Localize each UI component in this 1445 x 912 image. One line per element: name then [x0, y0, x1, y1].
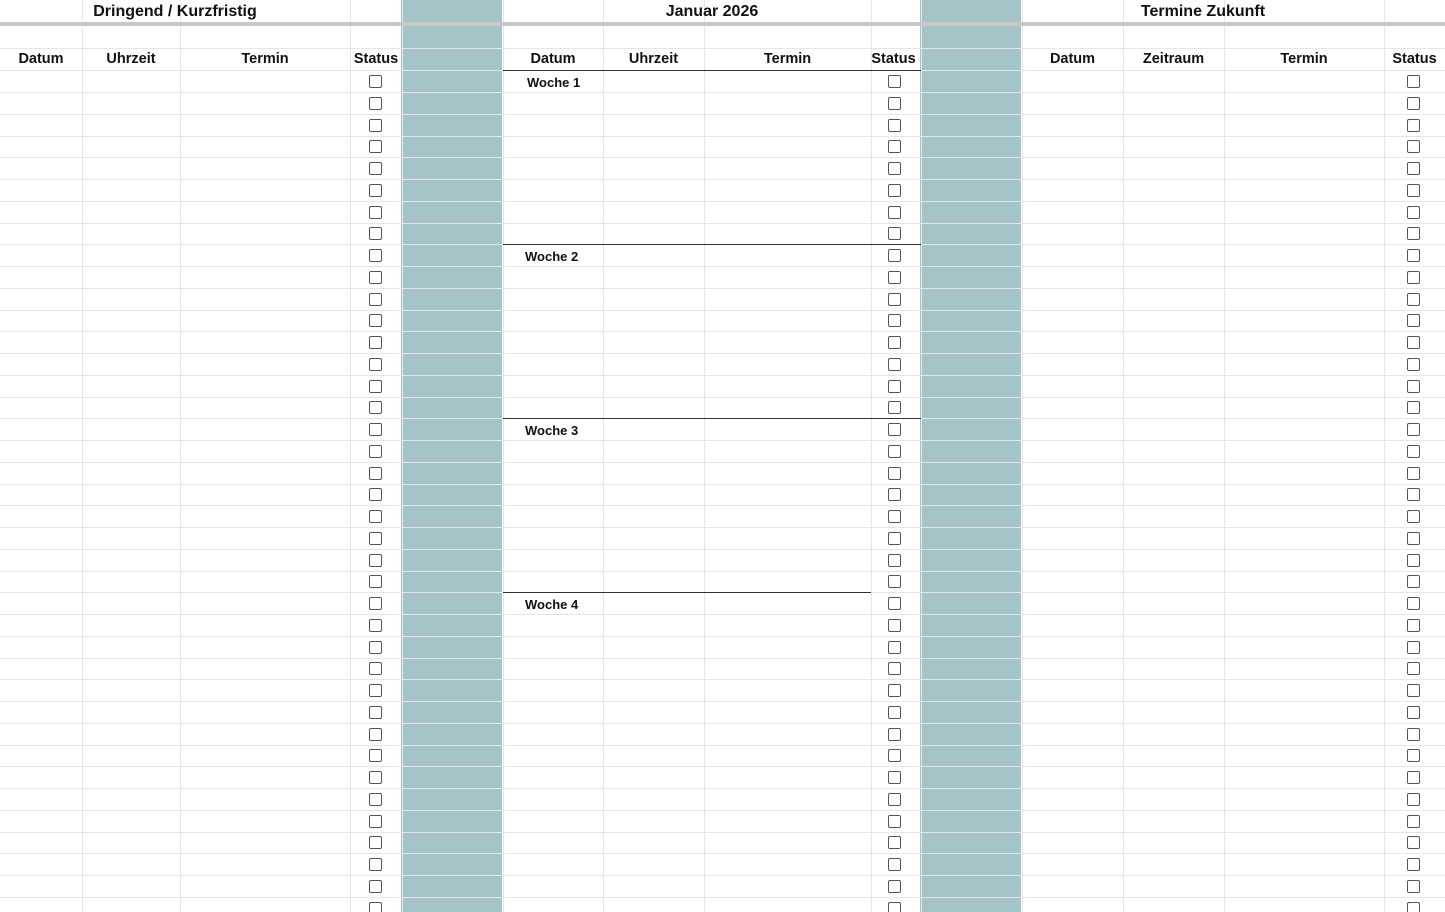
grid-row-line: [0, 223, 1445, 224]
week-divider: [503, 70, 921, 71]
checkbox-icon[interactable]: [888, 575, 901, 588]
checkbox-icon[interactable]: [369, 445, 382, 458]
checkbox-icon[interactable]: [1407, 706, 1420, 719]
checkbox-icon[interactable]: [1407, 336, 1420, 349]
checkbox-icon[interactable]: [888, 728, 901, 741]
grid-row-line: [0, 571, 1445, 572]
col-header-uhrzeit: Uhrzeit: [106, 51, 156, 67]
checkbox-icon[interactable]: [1407, 358, 1420, 371]
checkbox-icon[interactable]: [369, 532, 382, 545]
checkbox-icon[interactable]: [369, 467, 382, 480]
checkbox-icon[interactable]: [888, 184, 901, 197]
col-header-termin: Termin: [241, 51, 289, 67]
section-title-month: Januar 2026: [665, 3, 759, 20]
checkbox-icon[interactable]: [369, 771, 382, 784]
checkbox-icon[interactable]: [1407, 554, 1420, 567]
grid-row-line: [0, 136, 1445, 137]
checkbox-icon[interactable]: [1407, 467, 1420, 480]
checkbox-icon[interactable]: [888, 662, 901, 675]
checkbox-icon[interactable]: [888, 488, 901, 501]
checkbox-icon[interactable]: [369, 336, 382, 349]
checkbox-icon[interactable]: [888, 771, 901, 784]
col-header-datum: Datum: [1049, 51, 1096, 67]
checkbox-icon[interactable]: [369, 684, 382, 697]
checkbox-icon[interactable]: [369, 749, 382, 762]
week-label-4: Woche 4: [525, 597, 579, 612]
grid-row-line: [0, 788, 1445, 789]
checkbox-icon[interactable]: [369, 858, 382, 871]
grid-row-line: [0, 897, 1445, 898]
checkbox-icon[interactable]: [888, 532, 901, 545]
checkbox-icon[interactable]: [1407, 771, 1420, 784]
header-rule: [0, 22, 1445, 26]
checkbox-icon[interactable]: [888, 684, 901, 697]
grid-row-line: [0, 288, 1445, 289]
checkbox-icon[interactable]: [369, 358, 382, 371]
grid-row-line: [0, 701, 1445, 702]
checkbox-icon[interactable]: [369, 293, 382, 306]
checkbox-icon[interactable]: [1407, 162, 1420, 175]
week-divider: [503, 244, 921, 245]
checkbox-icon[interactable]: [888, 706, 901, 719]
checkbox-icon[interactable]: [888, 597, 901, 610]
checkbox-icon[interactable]: [1407, 880, 1420, 893]
checkbox-icon[interactable]: [1407, 510, 1420, 523]
grid-row-line: [0, 745, 1445, 746]
checkbox-icon[interactable]: [369, 641, 382, 654]
grid-row-line: [0, 766, 1445, 767]
col-header-zeitraum: Zeitraum: [1142, 51, 1205, 67]
checkbox-icon[interactable]: [1407, 597, 1420, 610]
grid-row-line: [0, 310, 1445, 311]
col-header-status: Status: [1392, 51, 1437, 67]
checkbox-icon[interactable]: [369, 423, 382, 436]
col-header-status: Status: [871, 51, 916, 67]
checkbox-icon[interactable]: [369, 793, 382, 806]
col-header-datum: Datum: [18, 51, 64, 67]
checkbox-icon[interactable]: [369, 75, 382, 88]
checkbox-icon[interactable]: [369, 488, 382, 501]
checkbox-icon[interactable]: [1407, 184, 1420, 197]
checkbox-icon[interactable]: [1407, 380, 1420, 393]
grid-row-line: [0, 92, 1445, 93]
checkbox-icon[interactable]: [888, 619, 901, 632]
grid-row-line: [0, 810, 1445, 811]
checkbox-icon[interactable]: [369, 162, 382, 175]
checkbox-icon[interactable]: [1407, 423, 1420, 436]
checkbox-icon[interactable]: [888, 401, 901, 414]
week-label-1: Woche 1: [527, 75, 581, 90]
checkbox-icon[interactable]: [888, 314, 901, 327]
col-header-uhrzeit: Uhrzeit: [628, 51, 679, 67]
grid-row-line: [0, 353, 1445, 354]
checkbox-icon[interactable]: [888, 880, 901, 893]
checkbox-icon[interactable]: [369, 836, 382, 849]
checkbox-icon[interactable]: [888, 902, 901, 912]
checkbox-icon[interactable]: [369, 140, 382, 153]
checkbox-icon[interactable]: [369, 554, 382, 567]
checkbox-icon[interactable]: [369, 662, 382, 675]
checkbox-icon[interactable]: [1407, 271, 1420, 284]
checkbox-icon[interactable]: [888, 336, 901, 349]
checkbox-icon[interactable]: [369, 597, 382, 610]
checkbox-icon[interactable]: [888, 445, 901, 458]
checkbox-icon[interactable]: [1407, 532, 1420, 545]
col-header-datum: Datum: [530, 51, 576, 67]
checkbox-icon[interactable]: [1407, 75, 1420, 88]
checkbox-icon[interactable]: [1407, 314, 1420, 327]
grid-row-line: [0, 266, 1445, 267]
checkbox-icon[interactable]: [1407, 641, 1420, 654]
grid-row-line: [0, 157, 1445, 158]
checkbox-icon[interactable]: [1407, 293, 1420, 306]
grid-row-line: [0, 397, 1445, 398]
checkbox-icon[interactable]: [369, 902, 382, 912]
checkbox-icon[interactable]: [1407, 728, 1420, 741]
checkbox-icon[interactable]: [1407, 119, 1420, 132]
checkbox-icon[interactable]: [888, 858, 901, 871]
checkbox-icon[interactable]: [369, 728, 382, 741]
checkbox-icon[interactable]: [888, 119, 901, 132]
checkbox-icon[interactable]: [888, 749, 901, 762]
checkbox-icon[interactable]: [888, 510, 901, 523]
checkbox-icon[interactable]: [888, 97, 901, 110]
checkbox-icon[interactable]: [888, 249, 901, 262]
week-label-3: Woche 3: [525, 423, 579, 438]
checkbox-icon[interactable]: [888, 358, 901, 371]
checkbox-icon[interactable]: [888, 75, 901, 88]
grid-row-line: [0, 853, 1445, 854]
checkbox-icon[interactable]: [369, 314, 382, 327]
checkbox-icon[interactable]: [1407, 619, 1420, 632]
week-divider: [503, 592, 871, 593]
checkbox-icon[interactable]: [888, 227, 901, 240]
grid-row-line: [0, 832, 1445, 833]
checkbox-icon[interactable]: [369, 227, 382, 240]
grid-row-line: [0, 375, 1445, 376]
checkbox-icon[interactable]: [369, 401, 382, 414]
grid-row-line: [0, 114, 1445, 115]
checkbox-icon[interactable]: [888, 815, 901, 828]
checkbox-icon[interactable]: [369, 119, 382, 132]
checkbox-icon[interactable]: [888, 423, 901, 436]
checkbox-icon[interactable]: [369, 380, 382, 393]
week-label-2: Woche 2: [525, 249, 579, 264]
checkbox-icon[interactable]: [888, 380, 901, 393]
checkbox-icon[interactable]: [369, 575, 382, 588]
checkbox-icon[interactable]: [888, 140, 901, 153]
checkbox-icon[interactable]: [888, 554, 901, 567]
checkbox-icon[interactable]: [369, 271, 382, 284]
col-header-termin: Termin: [763, 51, 812, 67]
checkbox-icon[interactable]: [1407, 488, 1420, 501]
checkbox-icon[interactable]: [369, 880, 382, 893]
checkbox-icon[interactable]: [1407, 815, 1420, 828]
checkbox-icon[interactable]: [1407, 662, 1420, 675]
checkbox-icon[interactable]: [1407, 97, 1420, 110]
checkbox-icon[interactable]: [369, 706, 382, 719]
grid-row-line: [0, 723, 1445, 724]
checkbox-icon[interactable]: [1407, 249, 1420, 262]
checkbox-icon[interactable]: [369, 249, 382, 262]
checkbox-icon[interactable]: [888, 793, 901, 806]
section-title-future: Termine Zukunft: [1140, 3, 1266, 20]
grid-row-line: [0, 875, 1445, 876]
checkbox-icon[interactable]: [369, 206, 382, 219]
checkbox-icon[interactable]: [369, 619, 382, 632]
section-title-urgent: Dringend / Kurzfristig: [93, 3, 257, 20]
checkbox-icon[interactable]: [1407, 749, 1420, 762]
col-header-termin: Termin: [1280, 51, 1328, 67]
checkbox-icon[interactable]: [1407, 575, 1420, 588]
checkbox-icon[interactable]: [1407, 684, 1420, 697]
grid-row-line: [0, 658, 1445, 659]
checkbox-icon[interactable]: [1407, 227, 1420, 240]
grid-row-line: [0, 440, 1445, 441]
grid-row-line: [0, 636, 1445, 637]
checkbox-icon[interactable]: [1407, 793, 1420, 806]
checkbox-icon[interactable]: [369, 97, 382, 110]
grid-row-line: [0, 505, 1445, 506]
checkbox-icon[interactable]: [1407, 140, 1420, 153]
checkbox-icon[interactable]: [1407, 206, 1420, 219]
checkbox-icon[interactable]: [1407, 858, 1420, 871]
checkbox-icon[interactable]: [369, 510, 382, 523]
checkbox-icon[interactable]: [888, 293, 901, 306]
checkbox-icon[interactable]: [1407, 902, 1420, 912]
grid-row-line: [0, 331, 1445, 332]
checkbox-icon[interactable]: [888, 271, 901, 284]
grid-row-line: [0, 484, 1445, 485]
grid-row-line: [0, 679, 1445, 680]
week-divider: [503, 418, 921, 419]
checkbox-icon[interactable]: [888, 641, 901, 654]
checkbox-icon[interactable]: [1407, 401, 1420, 414]
checkbox-icon[interactable]: [1407, 836, 1420, 849]
checkbox-icon[interactable]: [369, 184, 382, 197]
grid-row-line: [0, 179, 1445, 180]
grid-row-line: [0, 549, 1445, 550]
grid-row-line: [0, 527, 1445, 528]
checkbox-icon[interactable]: [369, 815, 382, 828]
checkbox-icon[interactable]: [888, 206, 901, 219]
col-header-status: Status: [353, 51, 399, 67]
checkbox-icon[interactable]: [888, 836, 901, 849]
checkbox-icon[interactable]: [888, 467, 901, 480]
checkbox-icon[interactable]: [888, 162, 901, 175]
grid-row-line: [0, 614, 1445, 615]
grid-row-line: [0, 462, 1445, 463]
grid-row-line: [0, 201, 1445, 202]
checkbox-icon[interactable]: [1407, 445, 1420, 458]
